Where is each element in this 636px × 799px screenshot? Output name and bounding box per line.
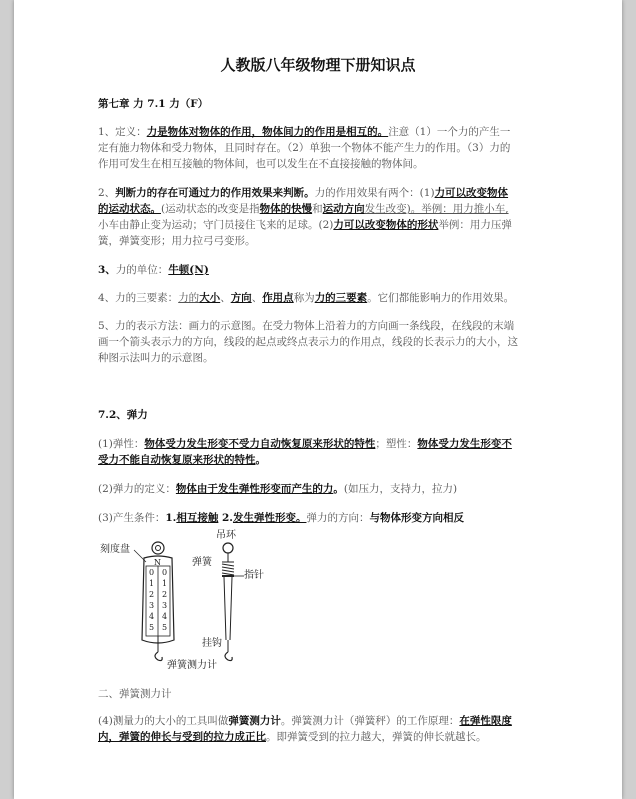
tick-right-4: 4: [162, 612, 168, 621]
p2-lead: 判断力的存在可通过力的作用效果来判断。: [115, 187, 315, 199]
e3-c2: 发生弹性形变。: [232, 512, 307, 524]
unit-n-label: N: [154, 558, 161, 567]
p4-point: 作用点: [262, 292, 294, 304]
ring-label: 吊环: [216, 530, 236, 541]
e3-c1: 相互接触: [176, 512, 219, 524]
p2-line-2: [98, 203, 509, 215]
p2-speed: 物体的快慢: [259, 203, 313, 215]
p2-l2a: (运动状态的改变是指: [161, 203, 260, 215]
pointer-base: [222, 575, 234, 577]
e3-mid: 弹力的方向：: [306, 512, 370, 524]
e1-line-1: [98, 438, 512, 450]
p2-and: 和: [312, 203, 323, 215]
section-2-heading: 二、弹簧测力计: [98, 688, 172, 700]
p4-prefix: 4、力的三要素：: [98, 292, 179, 304]
tick-right-3: 3: [162, 601, 168, 610]
e1-sep: ；塑性：: [375, 438, 418, 450]
tick-right-1: 1: [162, 579, 168, 588]
p4-li: 力的: [178, 292, 200, 304]
scale-leader-line: [134, 550, 146, 562]
tick-right-2: 2: [162, 590, 168, 599]
p5-line-1: 5、力的表示方法：画力的示意图。在受力物体上沿着力的方向画一条线段，在线段的末端: [98, 320, 515, 332]
e4-line-2: [98, 731, 487, 743]
p3-text: 力的单位：: [115, 264, 169, 276]
page-title: 人教版八年级物理下册知识点: [220, 56, 416, 74]
p4-three: 力的三要素: [314, 292, 368, 304]
hook-label: 挂钩: [202, 638, 222, 649]
diagram-caption: 弹簧测力计: [167, 660, 217, 671]
p2-effect-1a: 力可以改变物体: [434, 187, 509, 199]
right-body-shape: [224, 577, 232, 640]
e1-elastic: 物体受力发生形变不受力自动恢复原来形状的特性: [144, 438, 376, 450]
p4-line: [98, 292, 514, 304]
e1-end: 。: [255, 454, 266, 466]
e4-tail: 。即弹簧受到的拉力越大，弹簧的伸长就越长。: [266, 731, 487, 743]
e1-line-2: [98, 454, 266, 466]
p4-mid: 称为: [293, 292, 315, 304]
chapter-7-heading: 第七章 力 7.1 力（F）: [98, 98, 209, 110]
document-page: [14, 0, 622, 799]
p2-line-3: [98, 219, 512, 231]
pointer-label: 指针: [244, 570, 264, 581]
e3-line: [98, 512, 464, 524]
e3-c2n: 2.: [218, 512, 233, 524]
e3-prefix: (3)产生条件：: [98, 512, 166, 524]
tick-left-2: 2: [149, 590, 155, 599]
tick-right-5: 5: [162, 623, 168, 632]
e1-prefix: (1)弹性：: [98, 438, 145, 450]
scale-label: 刻度盘: [100, 544, 130, 555]
e2-prefix: (2)弹力的定义：: [98, 483, 176, 495]
tick-left-1: 1: [149, 579, 155, 588]
p4-size: 大小: [199, 292, 221, 304]
right-hook-icon: [225, 652, 232, 661]
e4-principle-a: 在弹性限度: [459, 715, 512, 727]
left-hook-icon: [155, 652, 162, 661]
p3-line: [98, 264, 209, 276]
right-ring-icon: [223, 543, 233, 553]
e3-dir: 与物体形变方向相反: [369, 512, 464, 524]
p1-definition: 力是物体对物体的作用，物体间力的作用是相互的。: [146, 126, 389, 138]
spring-scale-diagram: [94, 528, 274, 674]
tick-labels-left: [149, 568, 154, 632]
spring-coil-icon: [222, 562, 234, 575]
p3-unit: 牛顿(N): [168, 264, 209, 276]
e2-def: 物体由于发生弹性形变而产生的力: [175, 483, 334, 495]
left-inner-ring-icon: [156, 546, 161, 551]
p2-l3b: 举例：用力压弹: [438, 219, 512, 231]
e4-mid: 。弹簧测力计（弹簧秤）的工作原理：: [280, 715, 460, 727]
p2-line-1: [98, 187, 508, 199]
e1-plastic-a: 物体受力发生形变不: [417, 438, 512, 450]
tick-labels-right: [162, 568, 167, 632]
p2-l3a: 小车由静止变为运动；守门员接住飞来的足球。(2): [98, 219, 334, 231]
p2-effect-1b: 的运动状态。: [98, 203, 161, 215]
p2-num: 2、: [98, 187, 116, 199]
p2-mid: 力的作用效果有两个：(1): [314, 187, 435, 199]
e4-tool: 弹簧测力计: [228, 715, 281, 727]
tick-left-0: 0: [149, 568, 155, 577]
tick-right-0: 0: [162, 568, 168, 577]
p4-sep1: 、: [220, 292, 231, 304]
e4-principle-b: 内，弹簧的伸长与受到的拉力成正比: [98, 731, 266, 743]
e2-dot: 。: [333, 483, 344, 495]
p2-effect-2: 力可以改变物体的形状: [333, 219, 439, 231]
p4-tail: 。它们都能影响力的作用效果。: [367, 292, 515, 304]
p4-sep2: 、: [251, 292, 263, 304]
p1-line-1: [98, 126, 510, 138]
p2-line-4: 簧，弹簧变形；用力拉弓弓变形。: [98, 235, 256, 247]
p2-direction: 运动方向: [322, 203, 365, 215]
section-7-2-heading: 7.2、弹力: [98, 409, 148, 421]
tick-left-4: 4: [149, 612, 155, 621]
tick-left-5: 5: [149, 623, 155, 632]
e4-prefix: (4)测量力的大小的工具叫做: [98, 715, 229, 727]
spring-label: 弹簧: [192, 557, 212, 568]
e1-plastic-b: 受力不能自动恢复原来形状的特性: [98, 454, 256, 466]
p5-line-2: 画一个箭头表示力的方向，线段的起点或终点表示力的作用点，线段的长表示力的大小，这: [98, 336, 518, 348]
p3-prefix: 3、: [98, 264, 116, 276]
e4-line-1: [98, 715, 512, 727]
p1-note: 注意（1）一个力的产生一: [388, 126, 511, 138]
p2-l2b: 发生改变)。举例：用力推小车,: [364, 203, 509, 215]
p5-line-3: 种图示法叫力的示意图。: [98, 352, 214, 364]
e2-tail: (如压力，支持力，拉力): [343, 483, 458, 495]
p1-line-2: 定有施力物体和受力物体，且同时存在。（2）单独一个物体不能产生力的作用。（3）力的: [98, 142, 511, 154]
left-top-ring-icon: [152, 542, 164, 554]
p1-line-3: 作用可发生在相互接触的物体间，也可以发生在不直接接触的物体间。: [98, 158, 424, 170]
p1-prefix: 1、定义：: [98, 126, 147, 138]
e2-line: [98, 483, 457, 495]
tick-left-3: 3: [149, 601, 155, 610]
p4-direction: 方向: [230, 292, 252, 304]
e3-c1n: 1.: [165, 512, 177, 524]
